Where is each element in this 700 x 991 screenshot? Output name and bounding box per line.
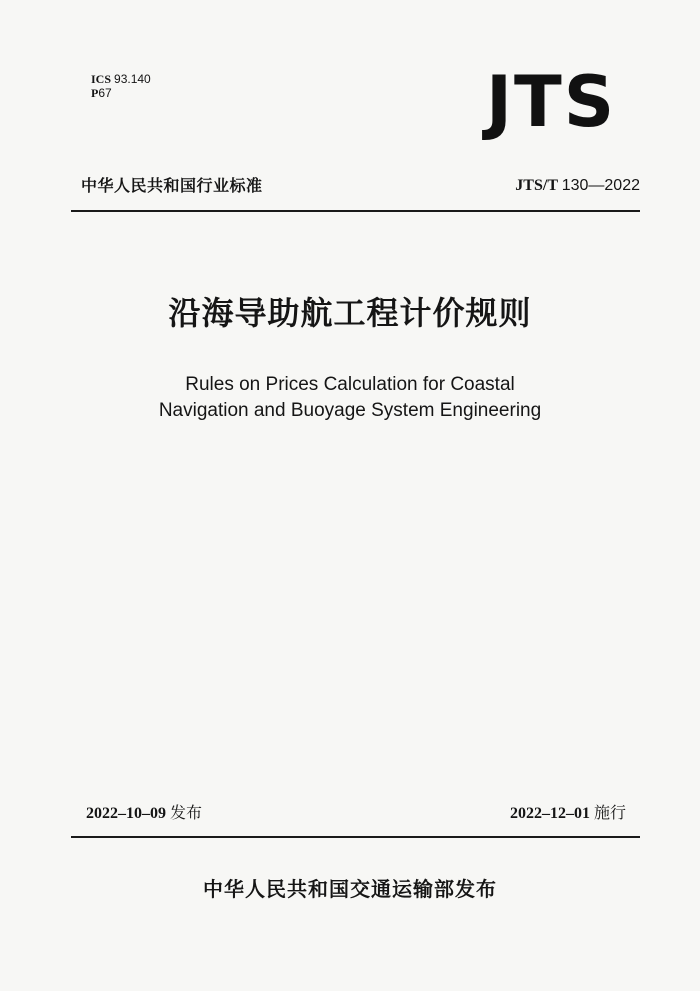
release-date-value: 2022–10–09 <box>86 805 166 822</box>
standard-number-value: 130—2022 <box>561 177 640 194</box>
document-title-english-line1: Rules on Prices Calculation for Coastal <box>185 374 515 395</box>
header-divider <box>71 210 640 212</box>
ics-code: 93.140 <box>114 72 151 86</box>
p-label: P <box>91 86 99 100</box>
standard-number <box>515 176 640 196</box>
ics-label: ICS <box>91 72 112 86</box>
release-date-label: 发布 <box>170 803 203 822</box>
document-title-chinese: 沿海导助航工程计价规则 <box>168 294 532 332</box>
effective-date-label: 施行 <box>593 803 626 822</box>
document-title-english-line2: Navigation and Buoyage System Engineering <box>158 400 542 421</box>
ics-classification <box>91 72 151 86</box>
p-code: 67 <box>98 86 112 100</box>
effective-date-value: 2022–12–01 <box>509 805 590 822</box>
release-date <box>86 803 202 824</box>
jts-logo: JTS <box>486 61 617 143</box>
p-classification <box>91 86 112 100</box>
effective-date <box>510 803 626 824</box>
issuing-authority: 中华人民共和国交通运输部发布 <box>203 877 497 901</box>
standard-number-prefix: JTS/T <box>515 177 558 194</box>
standard-category: 中华人民共和国行业标准 <box>81 176 263 195</box>
footer-divider <box>71 836 640 838</box>
